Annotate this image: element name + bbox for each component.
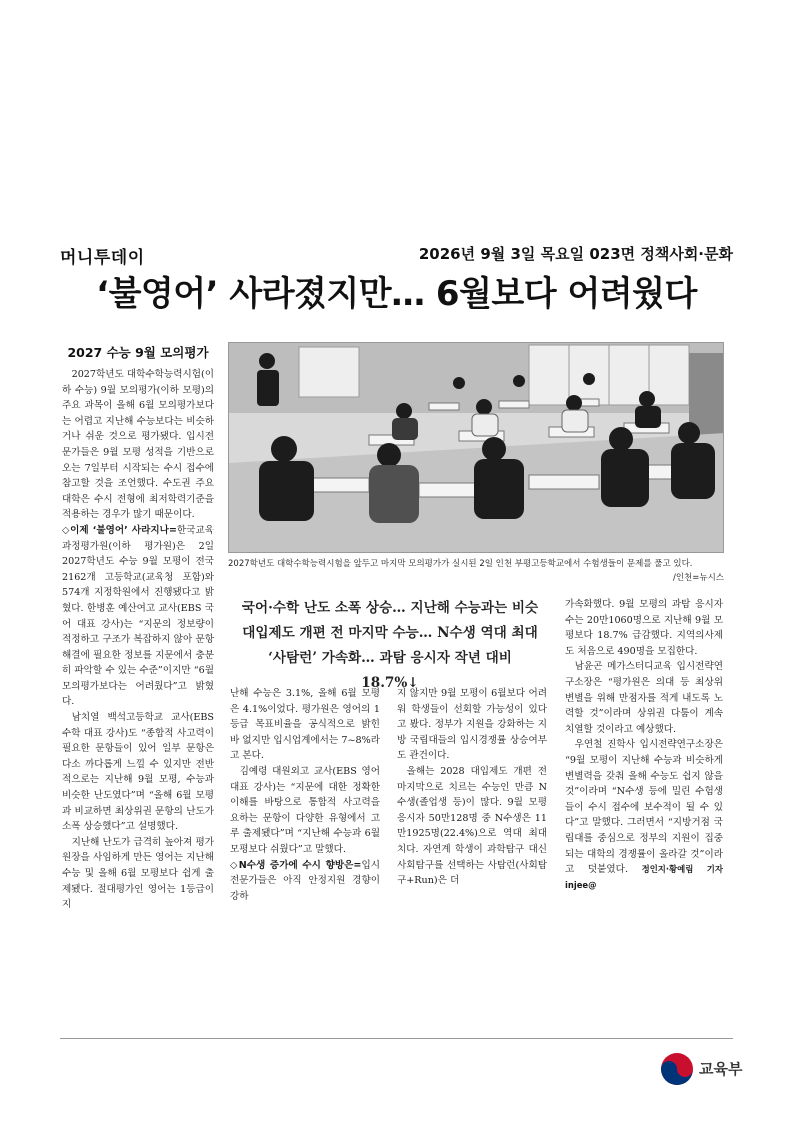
paragraph: 김예령 대원외고 교사(EBS 영어 대표 강사)는 “지문에 대한 정확한 이해를 바탕으로 통합적 사고력을 요하는 문항이 다양한 유형에서 고루 출제됐다”며 “지난해 수능과 6월 모평보다 쉬웠다”고 말했다. bbox=[230, 765, 380, 855]
subheadline-line: 대입제도 개편 전 마지막 수능… N수생 역대 최대 bbox=[242, 625, 538, 641]
paragraph: 남치열 백석고등학교 교사(EBS 수학 대표 강사)도 “종합적 사고력이 필요한 문항들이 있어 일부 문항은 다소 까다롭게 느낄 수 있지만 전반적으로는 지난해 9월 모평, 수능과 비슷한 난도였다”며 “올해 6월 모평과 비교하면 최상위권 문항의 난도가 소폭 상승했다”고 설명했다. bbox=[62, 712, 214, 833]
paragraph-body: 한국교육과정평가원(이하 평가원)은 2일 2027학년도 수능 9월 모평이 전국 2162개 고등학교(교육청 포함)와 574개 지정학원에서 진행됐다고 밝혔다. 한병훈 예산여고 교사(EBS 국어 대표 강사)는 “지문의 정보량이 적정하고 구조가 복잡하지 않아 문항해결에 필요한 정보를 지문에서 충분히 파악할 수 있는 수준”이지만 “6월 모의평가보다는 어려웠다”고 밝혔다. bbox=[62, 524, 214, 708]
paragraph bbox=[230, 858, 380, 905]
paragraph: 난해 수능은 3.1%, 올해 6월 모평은 4.1%이었다. 평가원은 영어의 1등급 목표비율을 공식적으로 밝힌 바 없지만 입시업계에서는 7~8%라고 본다. bbox=[230, 688, 380, 762]
subheadline-line: ‘사탐런’ 가속화… 과탐 응시자 작년 대비 18.7%↓ bbox=[268, 650, 512, 691]
paragraph bbox=[565, 737, 723, 893]
photo-credit: /인천=뉴시스 bbox=[672, 573, 724, 583]
subheadline-line: 국어·수학 난도 소폭 상승… 지난해 수능과는 비슷 bbox=[241, 600, 539, 616]
article-column-2 bbox=[230, 686, 380, 904]
paragraph: 지난해 난도가 급격히 높아져 평가원장을 사임하게 만든 영어는 지난해 수능 및 올해 6월 모평보다 쉽게 출제됐다. 절대평가인 영어는 1등급이 지 bbox=[62, 836, 214, 911]
section-heading: ◇이제 ‘불영어’ 사라지나= bbox=[62, 524, 177, 536]
paragraph bbox=[62, 523, 214, 710]
paragraph-body: 우연철 진학사 입시전략연구소장은 “9월 모평이 지난해 수능과 비슷하게 변별력을 갖춰 올해 수능도 쉽지 않을 것”이라며 “N수생 등에 밀린 수험생들이 수시 접수에 보수적이 될 수 있다”고 말했다. 그러면서 “지방거점 국립대를 중심으로 정부의 지원이 집중되는 대학의 경쟁률이 올라갈 것”이라고 덧붙였다. bbox=[565, 739, 723, 876]
headline: ‘불영어’ 사라졌지만… 6월보다 어려웠다 bbox=[96, 274, 697, 314]
paragraph: 남윤곤 메가스터디교육 입시전략연구소장은 “평가원은 의대 등 최상위 변별을 위해 만점자를 적게 내도록 노력할 것”이라며 상위권 다툼이 계속 치열할 것이라고 예상했다. bbox=[565, 661, 723, 735]
ministry-name: 교육부 bbox=[699, 1060, 743, 1078]
byline: 정인지·황예림 기자 injee@ bbox=[565, 864, 723, 890]
paragraph: 2027학년도 대학수학능력시험(이하 수능) 9월 모의평가(이하 모평)의 주요 과목이 올해 6월 모의평가보다는 어렵고 지난해 수능보다는 비슷하거나 쉬운 것으로 평가됐다. 입시전문가들은 9월 모평 성적을 기반으로 오는 7일부터 시작되는 수시 접수에 참고할 것을 조언했다. 수도권 주요 대학은 수시 전형에 최저학력기준을 적용하는 경우가 많기 때문이다. bbox=[62, 369, 215, 521]
kicker: 2027 수능 9월 모의평가 bbox=[67, 345, 209, 360]
subheadline bbox=[240, 596, 540, 696]
photo-caption: 2027학년도 대학수학능력시험을 앞두고 마지막 모의평가가 실시된 2일 인천 부평고등학교에서 수험생들이 문제를 풀고 있다. bbox=[228, 559, 693, 569]
paragraph: 가속화했다. 9월 모평의 과탐 응시자 수는 20만1060명으로 지난해 9월 모평보다 18.7% 급감했다. 지역의사제도 처음으로 490명을 모집한다. bbox=[565, 599, 723, 657]
section-heading: ◇N수생 증가에 수시 향방은= bbox=[230, 859, 362, 871]
paragraph: 지 않지만 9월 모평이 6월보다 어려워 학생들이 선회할 가능성이 있다고 봤다. 정부가 지원을 강화하는 지방 국립대들의 입시경쟁률 상승여부도 관건이다. bbox=[397, 688, 547, 762]
dateline: 2026년 9월 3일 목요일 023면 정책사회·문화 bbox=[418, 245, 733, 263]
article-column-4 bbox=[565, 597, 723, 893]
news-photo bbox=[228, 342, 724, 553]
article-column-3 bbox=[397, 686, 547, 889]
newspaper-name: 머니투데이 bbox=[60, 248, 145, 268]
article-column-1 bbox=[62, 367, 214, 913]
paragraph: 올해는 2028 대입제도 개편 전 마지막으로 치르는 수능인 만큼 N수생(졸업생 등)이 많다. 9월 모평 응시자 50만128명 중 N수생은 11만1925명(22.4%)으로 역대 최대치다. 자연계 학생이 과학탐구 대신 사회탐구를 선택하는 사탐런(사회탐구+Run)은 더 bbox=[397, 765, 547, 887]
taegeuk-logo-icon bbox=[659, 1051, 695, 1087]
paragraph-body: 입시전문가들은 아직 안정지원 경향이 강하 bbox=[230, 859, 380, 902]
footer-divider bbox=[60, 1038, 733, 1039]
classroom-exam-illustration bbox=[229, 343, 724, 553]
